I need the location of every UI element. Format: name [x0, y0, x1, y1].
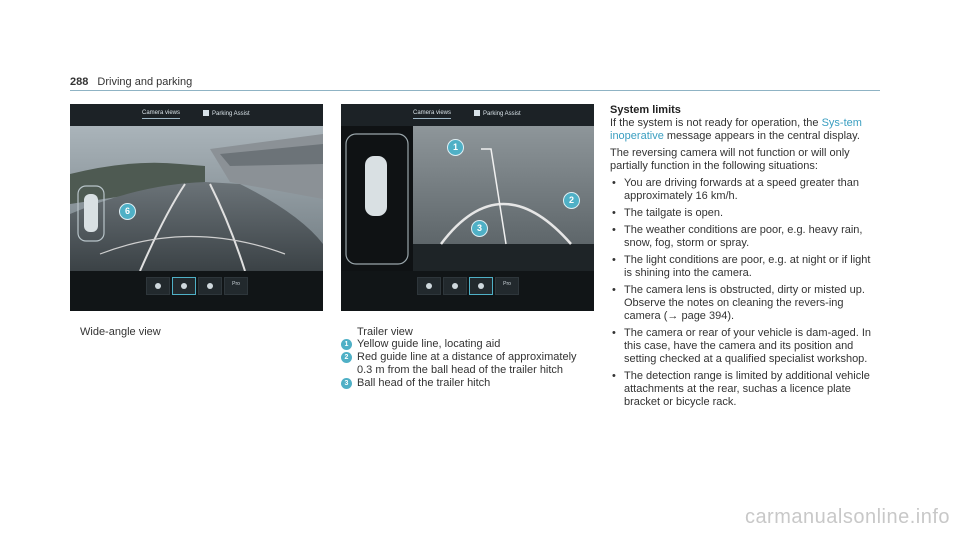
intro-paragraph — [610, 117, 880, 143]
list-item-text: The light conditions are poor, e.g. at night or if light is shining into the camera. — [624, 254, 871, 279]
legend-number: 1 — [341, 339, 352, 350]
trailer-caption: Trailer view — [357, 326, 413, 338]
bullet-icon: • — [612, 207, 616, 219]
camera-view-button-2[interactable] — [172, 277, 196, 295]
person-icon — [426, 283, 432, 289]
camera-view-button-1[interactable] — [146, 277, 170, 295]
wide-angle-screen — [70, 104, 323, 311]
bullet-icon: • — [612, 284, 616, 296]
situations-paragraph: The reversing camera will not function or will only partially function in the following situations: — [610, 147, 850, 172]
list-item — [610, 327, 880, 366]
pro-button[interactable] — [495, 277, 519, 295]
person-icon — [155, 283, 161, 289]
list-item — [610, 177, 880, 203]
callout-2: 2 — [563, 192, 580, 209]
camera-bottom-bar — [341, 271, 594, 311]
list-item-text: The camera or rear of your vehicle is dam-aged. In this case, have the camera and its position and setting checked at a qualified specialist workshop. — [624, 327, 872, 365]
intro-text: If the system is not ready for operation, the — [610, 117, 822, 129]
list-item — [610, 370, 880, 409]
trailer-screen — [341, 104, 594, 311]
page-header — [70, 76, 192, 88]
list-item-text: The weather conditions are poor, e.g. heavy rain, snow, fog, storm or spray. — [624, 224, 863, 249]
bullet-icon: • — [612, 254, 616, 266]
intro-text-end: message appears in the central display. — [663, 130, 860, 142]
callout-3: 3 — [471, 220, 488, 237]
camera-view-button-3[interactable] — [469, 277, 493, 295]
list-item-text: You are driving forwards at a speed greater than approximately 16 km/h. — [624, 177, 860, 202]
section-title: Driving and parking — [97, 76, 193, 88]
callout-6: 6 — [119, 203, 136, 220]
trailer-icon — [207, 283, 213, 289]
list-item — [610, 207, 880, 220]
legend-item — [341, 377, 591, 390]
camera-bottom-bar — [70, 271, 323, 311]
tab-camera-views[interactable]: Camera views — [413, 110, 451, 119]
page-number: 288 — [70, 76, 89, 88]
pro-label: Pro — [503, 281, 511, 287]
system-inoperative-link[interactable]: Sys-tem inoperative — [610, 117, 862, 142]
trailer-icon — [478, 283, 484, 289]
legend-text: Yellow guide line, locating aid — [357, 338, 501, 350]
legend-text: Red guide line at a distance of approximately 0.3 m from the ball head of the trailer hitch — [357, 351, 577, 376]
system-limits-section — [610, 104, 880, 413]
parking-icon — [203, 110, 209, 116]
section-heading: System limits — [610, 104, 681, 116]
header-divider — [70, 90, 880, 91]
legend-number: 3 — [341, 378, 352, 389]
callout-1: 1 — [447, 139, 464, 156]
tab-parking-label: Parking Assist — [483, 111, 521, 117]
bullet-icon: • — [612, 224, 616, 236]
watermark: carmanualsonline.info — [744, 506, 950, 528]
legend-text: Ball head of the trailer hitch — [357, 377, 491, 389]
tab-parking-assist[interactable] — [203, 110, 250, 117]
camera-view-button-2[interactable] — [443, 277, 467, 295]
situations-list — [610, 177, 880, 409]
list-item — [610, 254, 880, 280]
car-top-icon — [452, 283, 458, 289]
pro-button[interactable] — [224, 277, 248, 295]
pro-label: Pro — [232, 281, 240, 287]
tab-parking-assist[interactable] — [474, 110, 521, 117]
car-top-icon — [181, 283, 187, 289]
wide-angle-caption: Wide-angle view — [80, 326, 161, 338]
list-item-text: The tailgate is open. — [624, 207, 724, 219]
list-item — [610, 224, 880, 250]
legend-number: 2 — [341, 352, 352, 363]
bullet-icon: • — [612, 177, 616, 189]
bullet-icon: • — [612, 327, 616, 339]
tab-camera-views[interactable]: Camera views — [142, 110, 180, 119]
legend-item — [341, 338, 591, 351]
tab-parking-label: Parking Assist — [212, 111, 250, 117]
list-item — [610, 284, 880, 323]
list-item-text: The camera lens is obstructed, dirty or misted up. Observe the notes on cleaning the revers-ing camera (→ page 394). — [624, 284, 865, 322]
legend-item — [341, 351, 591, 377]
camera-view-button-3[interactable] — [198, 277, 222, 295]
camera-top-bar — [341, 104, 594, 126]
legend-list — [341, 338, 591, 390]
parking-icon — [474, 110, 480, 116]
camera-view-button-1[interactable] — [417, 277, 441, 295]
camera-top-bar — [70, 104, 323, 126]
list-item-text: The detection range is limited by additional vehicle attachments at the rear, suchas a licence plate bracket or bicycle rack. — [624, 370, 870, 408]
bullet-icon: • — [612, 370, 616, 382]
